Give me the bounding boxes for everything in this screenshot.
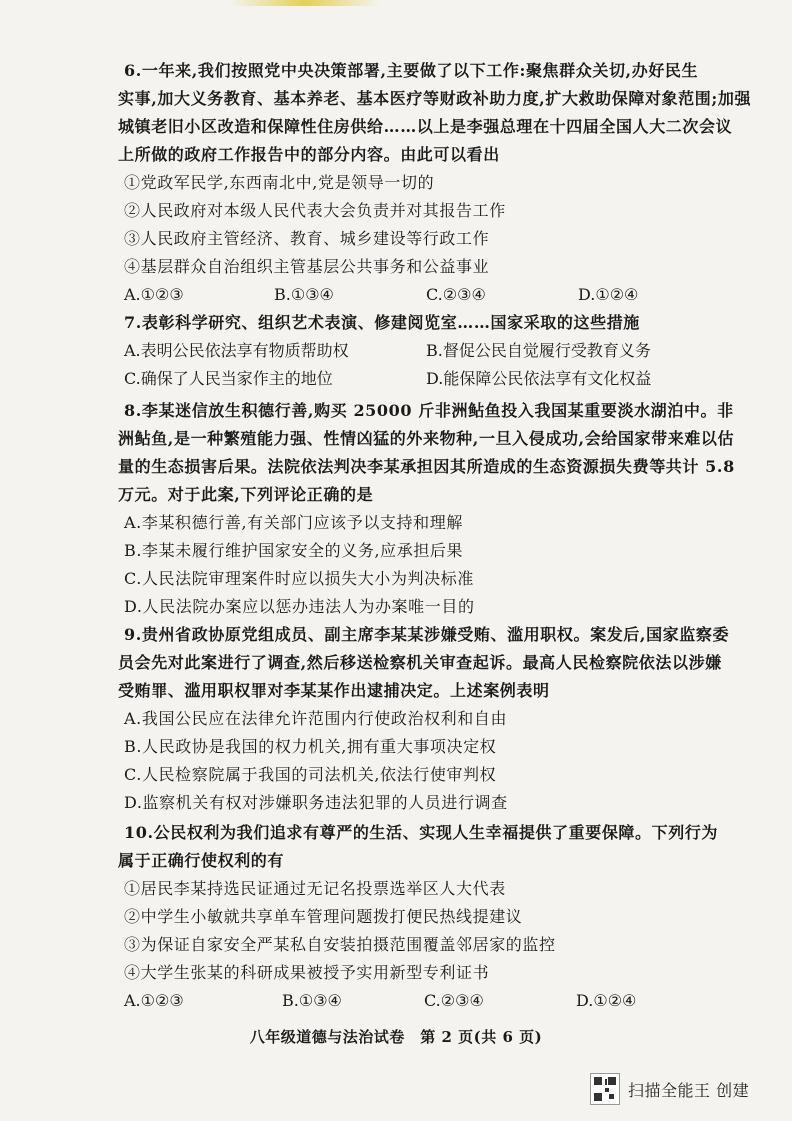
scanner-watermark bbox=[590, 1072, 749, 1106]
q8-stem-line-1: 8.李某迷信放生积德行善,购买 25000 斤非洲鲇鱼投入我国某重要淡水湖泊中。非 bbox=[124, 401, 734, 420]
q10-statement-3: ③为保证自家安全严某私自安装拍摄范围覆盖邻居家的监控 bbox=[124, 935, 556, 954]
q8-option-a: A.李某积德行善,有关部门应该予以支持和理解 bbox=[124, 513, 463, 532]
q6-statement-4: ④基层群众自治组织主管基层公共事务和公益事业 bbox=[124, 257, 490, 276]
q9-option-b: B.人民政协是我国的权力机关,拥有重大事项决定权 bbox=[124, 737, 497, 756]
q6-statement-2: ②人民政府对本级人民代表大会负责并对其报告工作 bbox=[124, 201, 506, 220]
q7-option-a: A.表明公民依法享有物质帮助权 bbox=[124, 341, 349, 360]
q9-option-d: D.监察机关有权对涉嫌职务违法犯罪的人员进行调查 bbox=[124, 793, 508, 812]
q10-statement-1: ①居民李某持选民证通过无记名投票选举区人大代表 bbox=[124, 879, 506, 898]
q9-stem-line-3: 受贿罪、滥用职权罪对李某某作出逮捕决定。上述案例表明 bbox=[118, 681, 550, 700]
q6-choice-b: B.①③④ bbox=[274, 285, 334, 304]
q8-option-b: B.李某未履行维护国家安全的义务,应承担后果 bbox=[124, 541, 464, 560]
q10-choices bbox=[124, 990, 684, 1012]
q6-stem-line-4: 上所做的政府工作报告中的部分内容。由此可以看出 bbox=[118, 145, 500, 164]
q10-choice-b: B.①③④ bbox=[282, 991, 342, 1010]
q7-options-row-1 bbox=[124, 340, 684, 362]
q6-statement-3: ③人民政府主管经济、教育、城乡建设等行政工作 bbox=[124, 229, 490, 248]
q8-option-d: D.人民法院办案应以惩办违法人为办案唯一目的 bbox=[124, 597, 475, 616]
q7-option-d: D.能保障公民依法享有文化权益 bbox=[426, 369, 652, 388]
q10-stem-line-2: 属于正确行使权利的有 bbox=[118, 851, 285, 870]
q10-choice-a: A.①②③ bbox=[124, 991, 184, 1010]
q6-choice-a: A.①②③ bbox=[124, 285, 184, 304]
q10-choice-d: D.①②④ bbox=[576, 991, 637, 1010]
q7-stem-line-1: 7.表彰科学研究、组织艺术表演、修建阅览室……国家采取的这些措施 bbox=[124, 313, 640, 332]
q10-statement-2: ②中学生小敏就共享单车管理问题拨打便民热线提建议 bbox=[124, 907, 523, 926]
q7-option-c: C.确保了人民当家作主的地位 bbox=[124, 369, 333, 388]
q7-option-b: B.督促公民自觉履行受教育义务 bbox=[426, 341, 651, 360]
q8-stem-line-3: 量的生态损害后果。法院依法判决李某承担因其所造成的生态资源损失费等共计 5.8 bbox=[118, 457, 735, 476]
q6-choice-d: D.①②④ bbox=[578, 285, 639, 304]
q8-stem-line-4: 万元。对于此案,下列评论正确的是 bbox=[118, 485, 374, 504]
scanner-app-icon bbox=[590, 1073, 620, 1105]
q8-option-c: C.人民法院审理案件时应以损失大小为判决标准 bbox=[124, 569, 474, 588]
q6-choice-c: C.②③④ bbox=[426, 285, 486, 304]
q7-options-row-2 bbox=[124, 368, 684, 390]
q6-stem-line-1: 6.一年来,我们按照党中央决策部署,主要做了以下工作:聚焦群众关切,办好民生 bbox=[124, 61, 699, 80]
q9-stem-line-1: 9.贵州省政协原党组成员、副主席李某某涉嫌受贿、滥用职权。案发后,国家监察委 bbox=[124, 625, 730, 644]
q6-choices bbox=[124, 284, 684, 306]
q6-statement-1: ①党政军民学,东西南北中,党是领导一切的 bbox=[124, 173, 435, 192]
q9-option-a: A.我国公民应在法律允许范围内行使政治权利和自由 bbox=[124, 709, 508, 728]
scan-smudge bbox=[230, 0, 380, 6]
q8-stem-line-2: 洲鲇鱼,是一种繁殖能力强、性情凶猛的外来物种,一旦入侵成功,会给国家带来难以估 bbox=[118, 429, 735, 448]
watermark-text: 扫描全能王 创建 bbox=[628, 1080, 750, 1100]
q9-option-c: C.人民检察院属于我国的司法机关,依法行使审判权 bbox=[124, 765, 497, 784]
q10-stem-line-1: 10.公民权利为我们追求有尊严的生活、实现人生幸福提供了重要保障。下列行为 bbox=[124, 823, 719, 842]
q6-stem-line-2: 实事,加大义务教育、基本养老、基本医疗等财政补助力度,扩大救助保障对象范围;加强 bbox=[118, 89, 752, 108]
page-footer: 八年级道德与法治试卷 第 2 页(共 6 页) bbox=[249, 1028, 543, 1046]
q10-statement-4: ④大学生张某的科研成果被授予实用新型专利证书 bbox=[124, 963, 490, 982]
q9-stem-line-2: 员会先对此案进行了调查,然后移送检察机关审查起诉。最高人民检察院依法以涉嫌 bbox=[118, 653, 722, 672]
q6-stem-line-3: 城镇老旧小区改造和保障性住房供给……以上是李强总理在十四届全国人大二次会议 bbox=[118, 117, 733, 136]
q10-choice-c: C.②③④ bbox=[424, 991, 484, 1010]
